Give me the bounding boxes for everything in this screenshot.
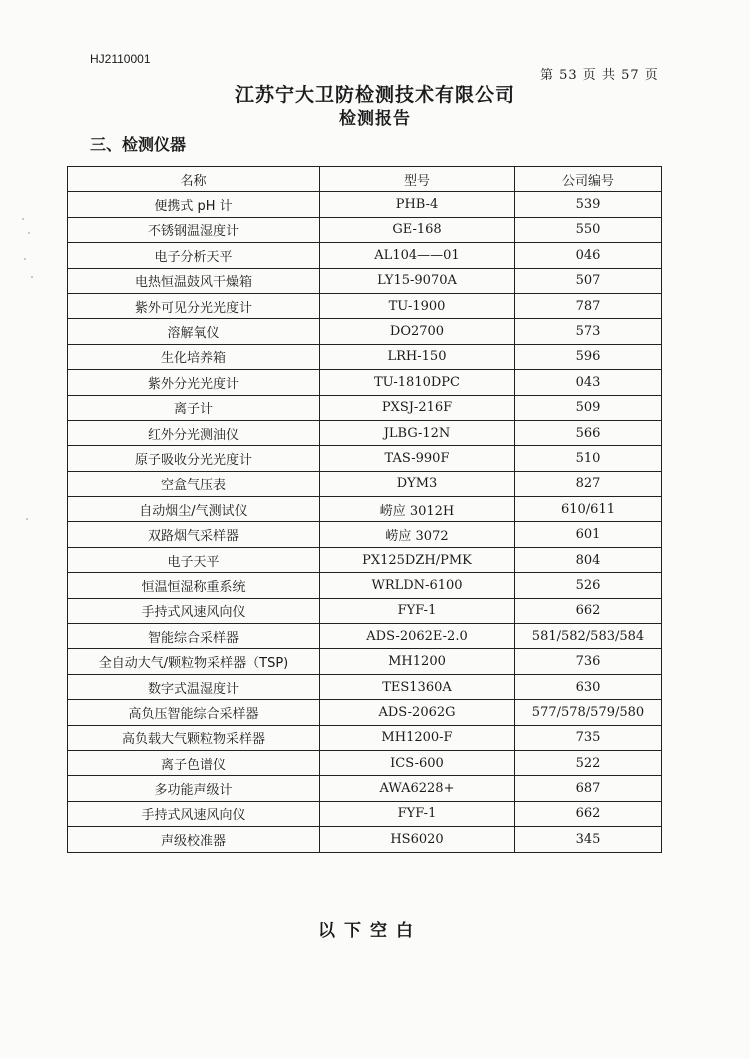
cell-model: FYF-1 [320, 598, 515, 623]
table-row [68, 624, 662, 649]
table-row [68, 725, 662, 750]
column-header-name: 名称 [68, 167, 320, 192]
cell-name: 不锈钢温湿度计 [68, 217, 320, 242]
table-row [68, 573, 662, 598]
cell-code: 687 [515, 776, 662, 801]
cell-name: 溶解氧仪 [68, 319, 320, 344]
table-row [68, 801, 662, 826]
column-header-code: 公司编号 [515, 167, 662, 192]
table-row [68, 674, 662, 699]
cell-name: 红外分光测油仪 [68, 420, 320, 445]
cell-code: 043 [515, 370, 662, 395]
cell-code: 610/611 [515, 497, 662, 522]
cell-code: 509 [515, 395, 662, 420]
table-row [68, 522, 662, 547]
cell-code: 787 [515, 293, 662, 318]
table-body [68, 192, 662, 852]
cell-model: AWA6228+ [320, 776, 515, 801]
cell-name: 生化培养箱 [68, 344, 320, 369]
cell-code: 735 [515, 725, 662, 750]
cell-name: 智能综合采样器 [68, 624, 320, 649]
cell-code: 507 [515, 268, 662, 293]
cell-name: 多功能声级计 [68, 776, 320, 801]
cell-name: 离子计 [68, 395, 320, 420]
cell-code: 736 [515, 649, 662, 674]
cell-name: 恒温恒湿称重系统 [68, 573, 320, 598]
company-name: 江苏宁大卫防检测技术有限公司 [234, 84, 515, 106]
cell-code: 581/582/583/584 [515, 624, 662, 649]
cell-code: 662 [515, 801, 662, 826]
table-row [68, 243, 662, 268]
cell-name: 手持式风速风向仪 [68, 801, 320, 826]
table-row [68, 471, 662, 496]
cell-code: 596 [515, 344, 662, 369]
cell-name: 自动烟尘/气测试仪 [68, 497, 320, 522]
table-row [68, 217, 662, 242]
table-row [68, 370, 662, 395]
table-row [68, 497, 662, 522]
table-row [68, 395, 662, 420]
cell-name: 高负载大气颗粒物采样器 [68, 725, 320, 750]
section-title: 三、检测仪器 [90, 135, 187, 154]
cell-code: 601 [515, 522, 662, 547]
table-row [68, 776, 662, 801]
cell-name: 电子分析天平 [68, 243, 320, 268]
table-row [68, 446, 662, 471]
cell-model: PX125DZH/PMK [320, 547, 515, 572]
cell-name: 电热恒温鼓风干燥箱 [68, 268, 320, 293]
table-row [68, 344, 662, 369]
table-row [68, 192, 662, 217]
cell-code: 522 [515, 750, 662, 775]
cell-model: MH1200 [320, 649, 515, 674]
cell-model: ADS-2062E-2.0 [320, 624, 515, 649]
cell-model: TU-1810DPC [320, 370, 515, 395]
end-note: 以下空白 [318, 921, 422, 941]
table-row [68, 827, 662, 852]
cell-name: 紫外分光光度计 [68, 370, 320, 395]
cell-name: 高负压智能综合采样器 [68, 700, 320, 725]
cell-code: 827 [515, 471, 662, 496]
cell-model: TES1360A [320, 674, 515, 699]
equipment-table [67, 166, 662, 853]
table-row [68, 420, 662, 445]
cell-model: JLBG-12N [320, 420, 515, 445]
table-row [68, 750, 662, 775]
cell-name: 紫外可见分光光度计 [68, 293, 320, 318]
cell-model: MH1200-F [320, 725, 515, 750]
cell-model: HS6020 [320, 827, 515, 852]
table-row [68, 598, 662, 623]
cell-name: 双路烟气采样器 [68, 522, 320, 547]
cell-model: TAS-990F [320, 446, 515, 471]
cell-model: TU-1900 [320, 293, 515, 318]
cell-model: 崂应 3012H [320, 497, 515, 522]
cell-name: 电子天平 [68, 547, 320, 572]
report-title: 检测报告 [339, 109, 411, 129]
cell-name: 便携式 pH 计 [68, 192, 320, 217]
cell-name: 声级校准器 [68, 827, 320, 852]
cell-code: 577/578/579/580 [515, 700, 662, 725]
cell-code: 510 [515, 446, 662, 471]
cell-model: 崂应 3072 [320, 522, 515, 547]
cell-name: 离子色谱仪 [68, 750, 320, 775]
cell-code: 662 [515, 598, 662, 623]
cell-name: 原子吸收分光光度计 [68, 446, 320, 471]
table-row [68, 700, 662, 725]
cell-name: 空盒气压表 [68, 471, 320, 496]
cell-code: 345 [515, 827, 662, 852]
table-row [68, 649, 662, 674]
table-header-row [68, 167, 662, 192]
cell-code: 630 [515, 674, 662, 699]
cell-model: DYM3 [320, 471, 515, 496]
cell-name: 全自动大气/颗粒物采样器（TSP) [68, 649, 320, 674]
cell-model: PXSJ-216F [320, 395, 515, 420]
cell-code: 566 [515, 420, 662, 445]
cell-model: LY15-9070A [320, 268, 515, 293]
cell-model: ICS-600 [320, 750, 515, 775]
cell-model: ADS-2062G [320, 700, 515, 725]
cell-code: 046 [515, 243, 662, 268]
cell-model: PHB-4 [320, 192, 515, 217]
cell-code: 550 [515, 217, 662, 242]
cell-code: 539 [515, 192, 662, 217]
cell-code: 573 [515, 319, 662, 344]
cell-model: WRLDN-6100 [320, 573, 515, 598]
cell-code: 804 [515, 547, 662, 572]
table-row [68, 268, 662, 293]
table-row [68, 547, 662, 572]
table-row [68, 319, 662, 344]
column-header-model: 型号 [320, 167, 515, 192]
cell-model: DO2700 [320, 319, 515, 344]
cell-model: GE-168 [320, 217, 515, 242]
cell-name: 手持式风速风向仪 [68, 598, 320, 623]
report-code: HJ2110001 [90, 52, 151, 66]
cell-model: FYF-1 [320, 801, 515, 826]
cell-model: AL104——01 [320, 243, 515, 268]
cell-name: 数字式温湿度计 [68, 674, 320, 699]
table-row [68, 293, 662, 318]
cell-code: 526 [515, 573, 662, 598]
page-number: 第 53 页 共 57 页 [540, 68, 659, 83]
cell-model: LRH-150 [320, 344, 515, 369]
